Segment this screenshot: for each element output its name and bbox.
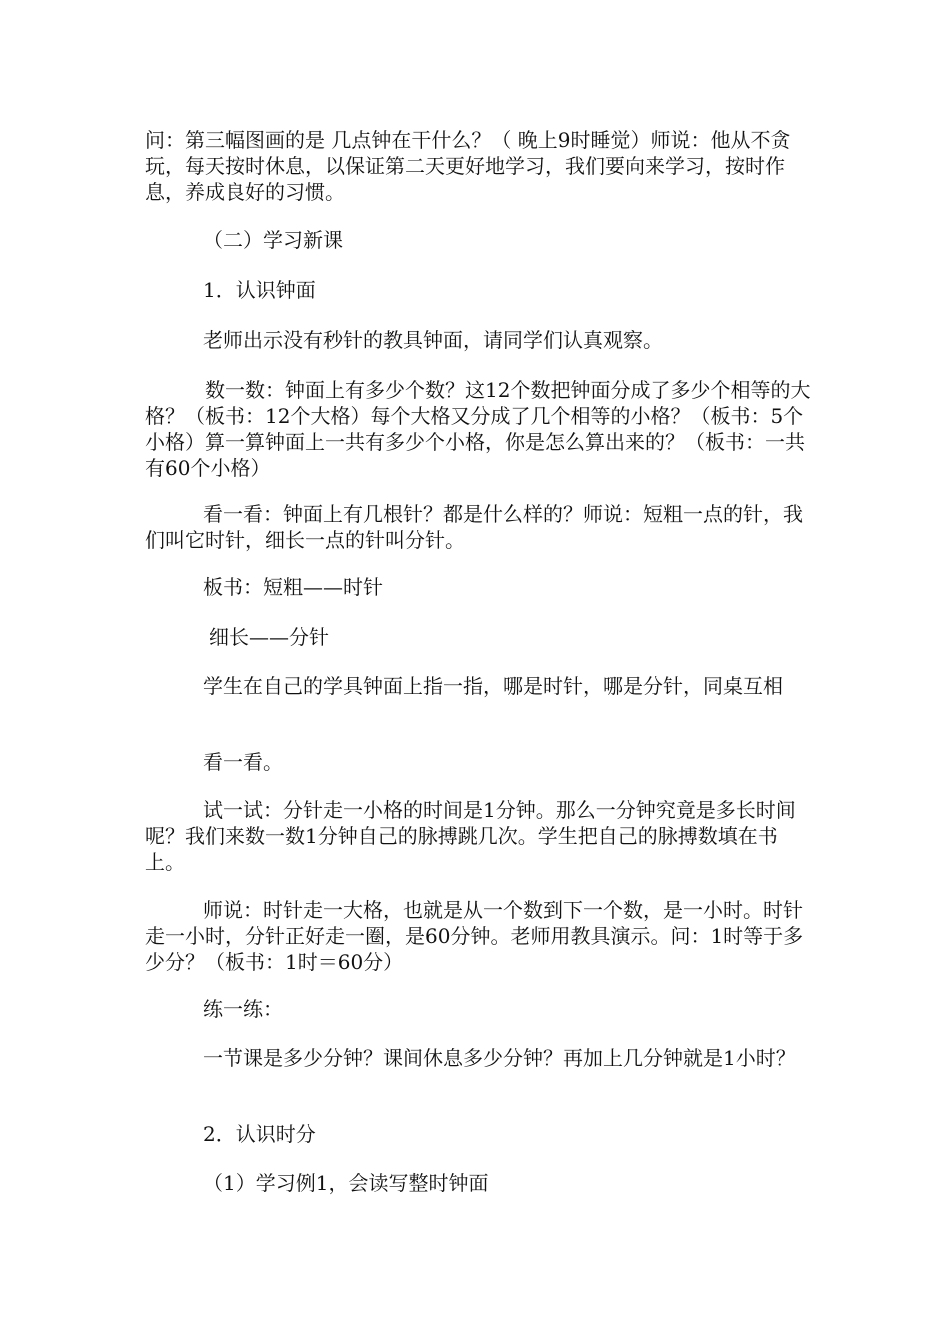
subheading-example-one: （1）学习例1，会读写整时钟面 [203, 1171, 489, 1195]
section-heading-new-lesson: （二）学习新课 [203, 228, 343, 252]
subheading-hours-minutes: 2．认识时分 [203, 1122, 316, 1146]
paragraph-practice-label: 练一练： [203, 997, 283, 1021]
paragraph-look-again: 看一看。 [203, 750, 283, 774]
paragraph-try-one-minute: 试一试：分针走一小格的时间是1分钟。那么一分钟究竟是多长时间呢？我们来数一数1分钟自己的脉搏跳几次。学生把自己的脉搏数填在书上。 [145, 798, 796, 874]
paragraph-hour-equals-sixty: 师说：时针走一大格，也就是从一个数到下一个数，是一小时。时针走一小时，分针正好走一圈，是60分钟。老师用教具演示。问：1时等于多少分？（板书：1时＝60分） [145, 898, 804, 974]
board-note-hour-hand: 板书：短粗——时针 [203, 575, 383, 599]
paragraph-look-at-hands: 看一看：钟面上有几根针？都是什么样的？师说：短粗一点的针，我们叫它时针，细长一点的针叫分针。 [145, 502, 803, 552]
paragraph-point-at-hands: 学生在自己的学具钟面上指一指，哪是时针，哪是分针，同桌互相 [203, 674, 783, 698]
paragraph-count-numbers: 数一数：钟面上有多少个数？这12个数把钟面分成了多少个相等的大格？（板书：12个大格）每个大格又分成了几个相等的小格？（板书：5个小格）算一算钟面上一共有多少个小格，你是怎么算出来的？（板书：一共有60个小格） [145, 378, 811, 480]
subheading-clock-face: 1．认识钟面 [203, 278, 316, 302]
paragraph-class-length-question: 一节课是多少分钟？课间休息多少分钟？再加上几分钟就是1小时？ [203, 1046, 796, 1070]
paragraph-intro-question: 问：第三幅图画的是 几点钟在干什么？（ 晚上9时睡觉）师说：他从不贪玩，每天按时休息，以保证第二天更好地学习，我们要向来学习，按时作息，养成良好的习惯。 [145, 128, 791, 204]
board-note-minute-hand: 细长——分针 [209, 625, 329, 649]
paragraph-teacher-shows-clock: 老师出示没有秒针的教具钟面，请同学们认真观察。 [203, 328, 663, 352]
